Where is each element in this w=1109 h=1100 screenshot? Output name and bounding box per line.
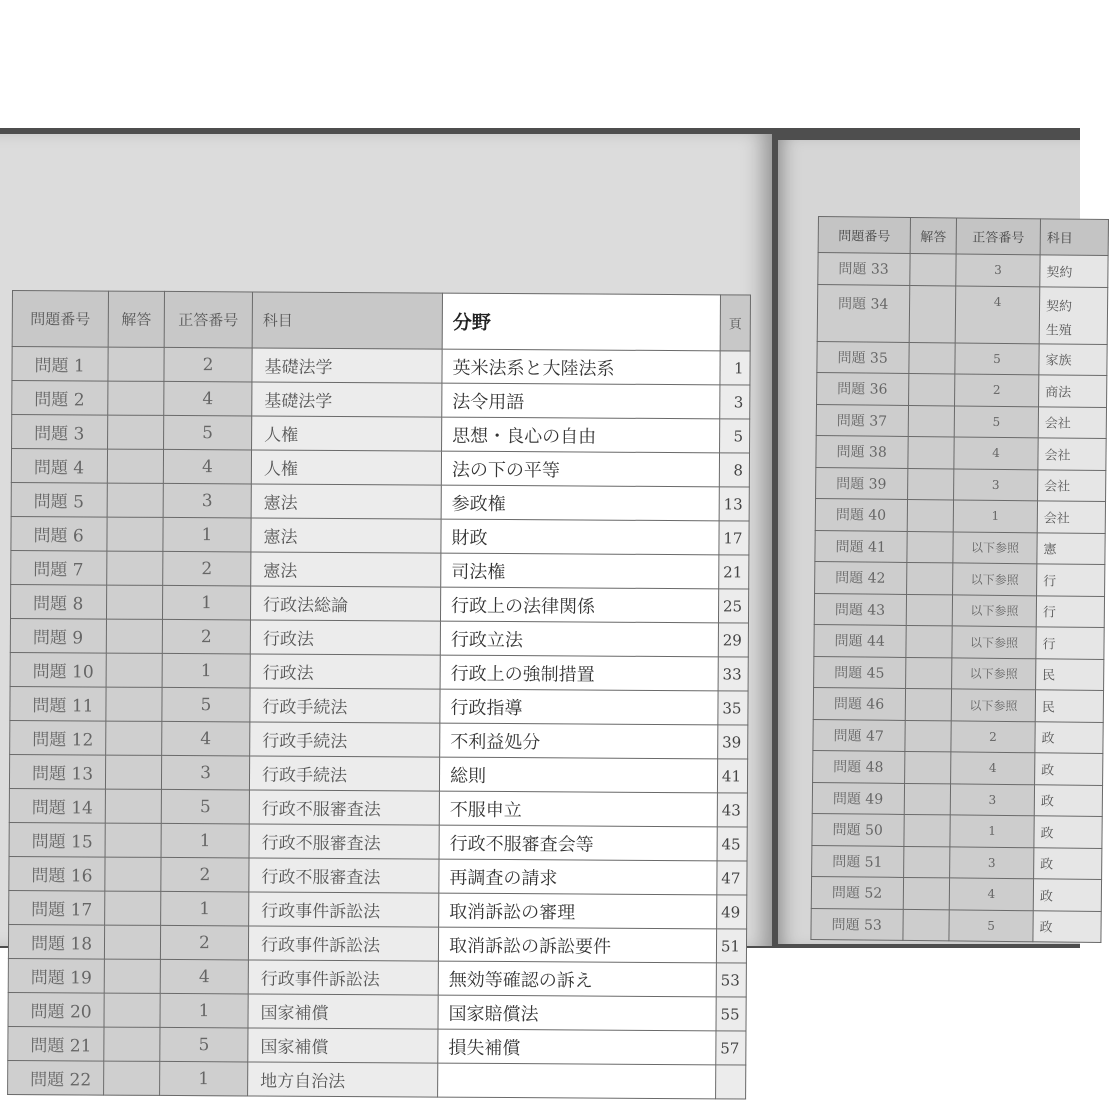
cell-correct: 5 — [955, 342, 1039, 374]
cell-answer — [909, 373, 955, 405]
table-row — [815, 530, 1105, 565]
cell-subject — [1036, 658, 1104, 690]
cell-correct: 1 — [160, 1061, 248, 1096]
cell-field: 法の下の平等 — [441, 451, 719, 487]
right-page — [778, 140, 1080, 944]
cell-answer — [905, 751, 951, 783]
cell-subject: 行政事件訴訟法 — [248, 960, 438, 995]
subject-text: 憲 — [1043, 542, 1057, 558]
subject-text: 会社 — [1044, 448, 1071, 464]
cell-subject — [1035, 690, 1103, 722]
cell-subject — [1034, 847, 1102, 879]
cell-correct: 1 — [160, 993, 248, 1028]
subject-text: 政 — [1039, 889, 1053, 905]
table-row — [814, 656, 1104, 691]
table-row — [818, 253, 1108, 288]
cell-correct: 以下参照 — [953, 531, 1037, 563]
cell-number: 問題 10 — [10, 652, 106, 687]
table-row — [811, 908, 1101, 943]
cell-subject — [1033, 910, 1101, 942]
cell-answer — [105, 755, 161, 789]
cell-field: 司法権 — [441, 553, 719, 589]
cell-subject — [1038, 406, 1106, 438]
cell-page: 21 — [719, 555, 749, 589]
cell-number: 問題 40 — [815, 498, 907, 530]
cell-answer — [909, 342, 955, 374]
cell-subject — [1037, 501, 1105, 533]
cell-correct: 2 — [161, 857, 249, 892]
cell-number: 問題 46 — [813, 687, 905, 719]
cell-correct: 以下参照 — [953, 563, 1037, 595]
cell-field: 行政不服審査会等 — [439, 825, 717, 861]
cell-subject: 地方自治法 — [248, 1062, 438, 1097]
subject-text: 行 — [1042, 637, 1056, 653]
cell-correct: 2 — [160, 925, 248, 960]
cell-page: 41 — [717, 759, 747, 793]
cell-subject — [1036, 595, 1104, 627]
cell-number: 問題 19 — [8, 958, 104, 993]
cell-correct: 1 — [162, 653, 250, 688]
cell-page: 51 — [716, 929, 746, 963]
cell-number: 問題 20 — [8, 992, 104, 1027]
answer-table-right — [810, 216, 1109, 943]
cell-correct: 1 — [161, 891, 249, 926]
cell-field — [438, 1063, 716, 1099]
table-row — [813, 687, 1103, 722]
cell-field: 行政立法 — [440, 621, 718, 657]
table-row — [11, 449, 749, 488]
cell-answer — [906, 625, 952, 657]
cell-number: 問題 43 — [814, 593, 906, 625]
table-row — [11, 550, 749, 589]
cell-number: 問題 17 — [9, 890, 105, 925]
cell-field: 思想・良心の自由 — [442, 417, 720, 453]
cell-number: 問題 33 — [818, 253, 910, 285]
cell-page: 45 — [717, 827, 747, 861]
cell-subject — [1037, 564, 1105, 596]
cell-correct: 3 — [163, 483, 251, 518]
cell-subject — [1037, 532, 1105, 564]
cell-correct: 4 — [954, 437, 1038, 469]
table-row — [10, 618, 748, 657]
cell-answer — [108, 381, 164, 415]
cell-subject: 行政手続法 — [249, 756, 439, 791]
cell-answer — [104, 993, 160, 1027]
cell-answer — [907, 531, 953, 563]
cell-number: 問題 38 — [816, 435, 908, 467]
cell-correct: 1 — [950, 815, 1034, 847]
cell-number: 問題 39 — [816, 467, 908, 499]
table-row — [813, 719, 1103, 754]
cell-correct: 以下参照 — [952, 626, 1036, 658]
table-row — [8, 1026, 746, 1065]
cell-answer — [905, 688, 951, 720]
cell-page: 35 — [718, 691, 748, 725]
cell-correct: 1 — [163, 517, 251, 552]
cell-page: 33 — [718, 657, 748, 691]
cell-answer — [106, 585, 162, 619]
header-number: 問題番号 — [818, 217, 910, 254]
table-row — [8, 958, 746, 997]
cell-subject — [1035, 721, 1103, 753]
cell-number: 問題 7 — [11, 550, 107, 585]
cell-field: 不服申立 — [439, 791, 717, 827]
cell-correct: 4 — [949, 878, 1033, 910]
cell-answer — [104, 1061, 160, 1095]
cell-subject: 憲法 — [251, 518, 441, 553]
cell-number: 問題 47 — [813, 719, 905, 751]
cell-answer — [904, 846, 950, 878]
table-row — [10, 720, 748, 759]
cell-page: 3 — [720, 385, 750, 419]
cell-number: 問題 6 — [11, 516, 107, 551]
cell-number: 問題 22 — [8, 1060, 104, 1095]
cell-page: 5 — [720, 419, 750, 453]
cell-subject: 憲法 — [251, 484, 441, 519]
table-row — [9, 856, 747, 895]
cell-field: 取消訴訟の審理 — [439, 893, 717, 929]
cell-answer — [104, 1027, 160, 1061]
cell-answer — [908, 436, 954, 468]
cell-field: 行政指導 — [440, 689, 718, 725]
subject-text: 政 — [1040, 857, 1054, 873]
cell-page: 39 — [718, 725, 748, 759]
header-correct: 正答番号 — [956, 218, 1040, 255]
cell-number: 問題 4 — [11, 449, 107, 484]
subject-text: 民 — [1042, 668, 1056, 684]
cell-number: 問題 53 — [811, 908, 903, 940]
cell-subject: 行政事件訴訟法 — [248, 926, 438, 961]
answer-table-left — [7, 290, 751, 1099]
cell-correct: 2 — [951, 720, 1035, 752]
subject-text: 民 — [1041, 700, 1055, 716]
cell-page: 13 — [719, 487, 749, 521]
cell-correct: 1 — [953, 500, 1037, 532]
cell-subject — [1036, 627, 1104, 659]
header-row — [12, 291, 750, 352]
cell-field: 総則 — [439, 757, 717, 793]
cell-page: 53 — [716, 963, 746, 997]
subject-text: 行 — [1043, 574, 1057, 590]
cell-page: 55 — [716, 997, 746, 1031]
table-row — [817, 284, 1108, 344]
table-row — [8, 992, 746, 1031]
cell-field: 行政上の強制措置 — [440, 655, 718, 691]
subject-text: 契約 — [1046, 265, 1073, 281]
cell-answer — [903, 877, 949, 909]
cell-field: 財政 — [441, 519, 719, 555]
cell-correct: 5 — [160, 1027, 248, 1062]
cell-answer — [105, 823, 161, 857]
subject-text-line2: 生殖 — [1045, 322, 1072, 339]
cell-field: 参政権 — [441, 485, 719, 521]
table-row — [10, 652, 748, 691]
cell-subject: 国家補償 — [248, 994, 438, 1029]
cell-answer — [909, 285, 956, 342]
table-row — [12, 347, 750, 386]
cell-subject — [1035, 753, 1103, 785]
cell-subject: 人権 — [252, 416, 442, 451]
cell-subject: 行政不服審査法 — [249, 824, 439, 859]
cell-number: 問題 3 — [12, 415, 108, 450]
cell-correct: 4 — [163, 449, 251, 484]
cell-number: 問題 49 — [812, 782, 904, 814]
cell-correct: 3 — [161, 755, 249, 790]
cell-answer — [108, 347, 164, 381]
table-row — [813, 750, 1103, 785]
cell-correct: 3 — [950, 846, 1034, 878]
table-row — [8, 924, 746, 963]
table-row — [817, 341, 1107, 376]
table-row — [815, 498, 1105, 533]
cell-subject — [1038, 438, 1106, 470]
cell-correct: 以下参照 — [952, 657, 1036, 689]
cell-page: 47 — [717, 861, 747, 895]
cell-answer — [904, 783, 950, 815]
cell-answer — [105, 891, 161, 925]
table-row — [10, 686, 748, 725]
cell-number: 問題 34 — [817, 284, 910, 342]
cell-correct: 4 — [162, 721, 250, 756]
cell-answer — [107, 449, 163, 483]
cell-answer — [107, 517, 163, 551]
cell-correct: 3 — [954, 468, 1038, 500]
cell-number: 問題 50 — [812, 813, 904, 845]
table-row — [816, 467, 1106, 502]
header-row — [818, 217, 1108, 256]
cell-answer — [910, 253, 956, 285]
cell-number: 問題 13 — [9, 754, 105, 789]
cell-number: 問題 16 — [9, 856, 105, 891]
cell-field: 国家賠償法 — [438, 995, 716, 1031]
table-row — [9, 822, 747, 861]
table-row — [812, 782, 1102, 817]
cell-answer — [105, 789, 161, 823]
header-number: 問題番号 — [12, 291, 108, 348]
cell-answer — [104, 925, 160, 959]
cell-answer — [106, 687, 162, 721]
subject-text: 会社 — [1044, 416, 1071, 432]
table-row — [10, 584, 748, 623]
cell-page: 1 — [720, 351, 750, 385]
cell-number: 問題 18 — [8, 924, 104, 959]
cell-page: 17 — [719, 521, 749, 555]
cell-number: 問題 37 — [816, 404, 908, 436]
cell-subject: 行政手続法 — [250, 722, 440, 757]
cell-subject — [1040, 255, 1108, 287]
cell-page: 57 — [716, 1031, 746, 1065]
cell-page: 25 — [718, 589, 748, 623]
cell-answer — [106, 619, 162, 653]
subject-text: 商法 — [1045, 385, 1072, 401]
cell-answer — [105, 857, 161, 891]
cell-number: 問題 51 — [812, 845, 904, 877]
cell-number: 問題 45 — [814, 656, 906, 688]
table-row — [811, 876, 1101, 911]
header-answer: 解答 — [910, 217, 956, 253]
cell-field: 取消訴訟の訴訟要件 — [438, 927, 716, 963]
cell-number: 問題 14 — [9, 788, 105, 823]
table-row — [812, 845, 1102, 880]
cell-correct: 4 — [160, 959, 248, 994]
cell-answer — [908, 468, 954, 500]
cell-number: 問題 8 — [10, 584, 106, 619]
cell-field: 法令用語 — [442, 383, 720, 419]
cell-correct: 3 — [950, 783, 1034, 815]
subject-text: 会社 — [1043, 511, 1070, 527]
cell-answer — [107, 483, 163, 517]
cell-answer — [106, 721, 162, 755]
subject-text: 政 — [1039, 920, 1053, 936]
header-correct: 正答番号 — [164, 291, 252, 348]
cell-correct: 5 — [161, 789, 249, 824]
cell-subject: 行政不服審査法 — [249, 790, 439, 825]
cell-field: 英米法系と大陸法系 — [442, 349, 720, 385]
header-field: 分野 — [442, 293, 720, 351]
cell-field: 不利益処分 — [440, 723, 718, 759]
cell-answer — [906, 594, 952, 626]
cell-number: 問題 2 — [12, 381, 108, 416]
table-row — [812, 813, 1102, 848]
cell-answer — [104, 959, 160, 993]
cell-number: 問題 9 — [10, 618, 106, 653]
table-row — [12, 381, 750, 420]
cell-field: 無効等確認の訴え — [438, 961, 716, 997]
table-row — [12, 415, 750, 454]
cell-number: 問題 11 — [10, 686, 106, 721]
cell-subject: 行政事件訴訟法 — [249, 892, 439, 927]
cell-correct: 2 — [164, 347, 252, 382]
cell-subject: 行政法 — [250, 620, 440, 655]
cell-number: 問題 44 — [814, 624, 906, 656]
cell-page: 8 — [719, 453, 749, 487]
cell-correct: 2 — [955, 374, 1039, 406]
cell-correct: 2 — [163, 551, 251, 586]
table-row — [817, 372, 1107, 407]
cell-subject: 人権 — [251, 450, 441, 485]
table-row — [815, 561, 1105, 596]
cell-number: 問題 41 — [815, 530, 907, 562]
table-row — [11, 482, 749, 521]
cell-subject: 行政法 — [250, 654, 440, 689]
cell-subject — [1033, 879, 1101, 911]
table-row — [9, 754, 747, 793]
cell-field: 損失補償 — [438, 1029, 716, 1065]
cell-answer — [907, 562, 953, 594]
cell-answer — [907, 499, 953, 531]
cell-correct: 5 — [162, 687, 250, 722]
cell-page: 49 — [717, 895, 747, 929]
cell-subject — [1039, 343, 1107, 375]
cell-correct: 5 — [954, 405, 1038, 437]
cell-answer — [908, 405, 954, 437]
left-page — [0, 134, 772, 1093]
header-answer: 解答 — [108, 291, 164, 347]
cell-number: 問題 52 — [811, 876, 903, 908]
cell-number: 問題 12 — [10, 720, 106, 755]
table-row — [9, 890, 747, 929]
cell-subject — [1039, 375, 1107, 407]
cell-subject: 行政手続法 — [250, 688, 440, 723]
table-row — [814, 593, 1104, 628]
subject-text: 契約 — [1045, 298, 1073, 315]
cell-number: 問題 5 — [11, 482, 107, 517]
cell-subject: 行政法総論 — [250, 586, 440, 621]
cell-answer — [903, 909, 949, 941]
cell-correct: 4 — [951, 752, 1035, 784]
table-row — [9, 788, 747, 827]
cell-number: 問題 42 — [815, 561, 907, 593]
cell-correct: 3 — [956, 254, 1040, 286]
cell-correct: 2 — [162, 619, 250, 654]
cell-subject: 基礎法学 — [252, 348, 442, 383]
cell-subject — [1038, 469, 1106, 501]
header-subject: 科目 — [1040, 219, 1108, 256]
cell-answer — [904, 814, 950, 846]
cell-number: 問題 48 — [813, 750, 905, 782]
cell-subject: 基礎法学 — [252, 382, 442, 417]
cell-field: 再調査の請求 — [439, 859, 717, 895]
cell-page — [716, 1065, 746, 1099]
subject-text: 政 — [1040, 826, 1054, 842]
cell-page: 43 — [717, 793, 747, 827]
cell-answer — [107, 551, 163, 585]
cell-number: 問題 35 — [817, 341, 909, 373]
cell-answer — [906, 657, 952, 689]
cell-number: 問題 36 — [817, 372, 909, 404]
cell-answer — [905, 720, 951, 752]
subject-text: 行 — [1042, 605, 1056, 621]
subject-text: 政 — [1041, 731, 1055, 747]
subject-text: 家族 — [1045, 353, 1072, 369]
cell-correct: 5 — [949, 909, 1033, 941]
cell-subject: 行政不服審査法 — [249, 858, 439, 893]
subject-text: 政 — [1041, 763, 1055, 779]
table-row — [816, 435, 1106, 470]
cell-field: 行政上の法律関係 — [440, 587, 718, 623]
cell-correct: 以下参照 — [951, 689, 1035, 721]
cell-subject — [1034, 816, 1102, 848]
table-row — [814, 624, 1104, 659]
cell-correct: 4 — [955, 285, 1040, 343]
cell-correct: 5 — [164, 415, 252, 450]
header-subject: 科目 — [252, 292, 442, 349]
cell-subject — [1039, 286, 1108, 344]
subject-text: 政 — [1040, 794, 1054, 810]
table-row — [11, 516, 749, 555]
cell-subject — [1034, 784, 1102, 816]
cell-answer — [108, 415, 164, 449]
header-page: 頁 — [720, 295, 750, 351]
cell-correct: 以下参照 — [952, 594, 1036, 626]
cell-number: 問題 21 — [8, 1026, 104, 1061]
cell-subject: 憲法 — [251, 552, 441, 587]
cell-number: 問題 1 — [12, 347, 108, 382]
cell-correct: 4 — [164, 381, 252, 416]
cell-number: 問題 15 — [9, 822, 105, 857]
cell-answer — [106, 653, 162, 687]
cell-subject: 国家補償 — [248, 1028, 438, 1063]
table-row — [816, 404, 1106, 439]
subject-text: 会社 — [1044, 479, 1071, 495]
cell-page: 29 — [718, 623, 748, 657]
table-row — [8, 1060, 746, 1099]
cell-correct: 1 — [162, 585, 250, 620]
cell-correct: 1 — [161, 823, 249, 858]
